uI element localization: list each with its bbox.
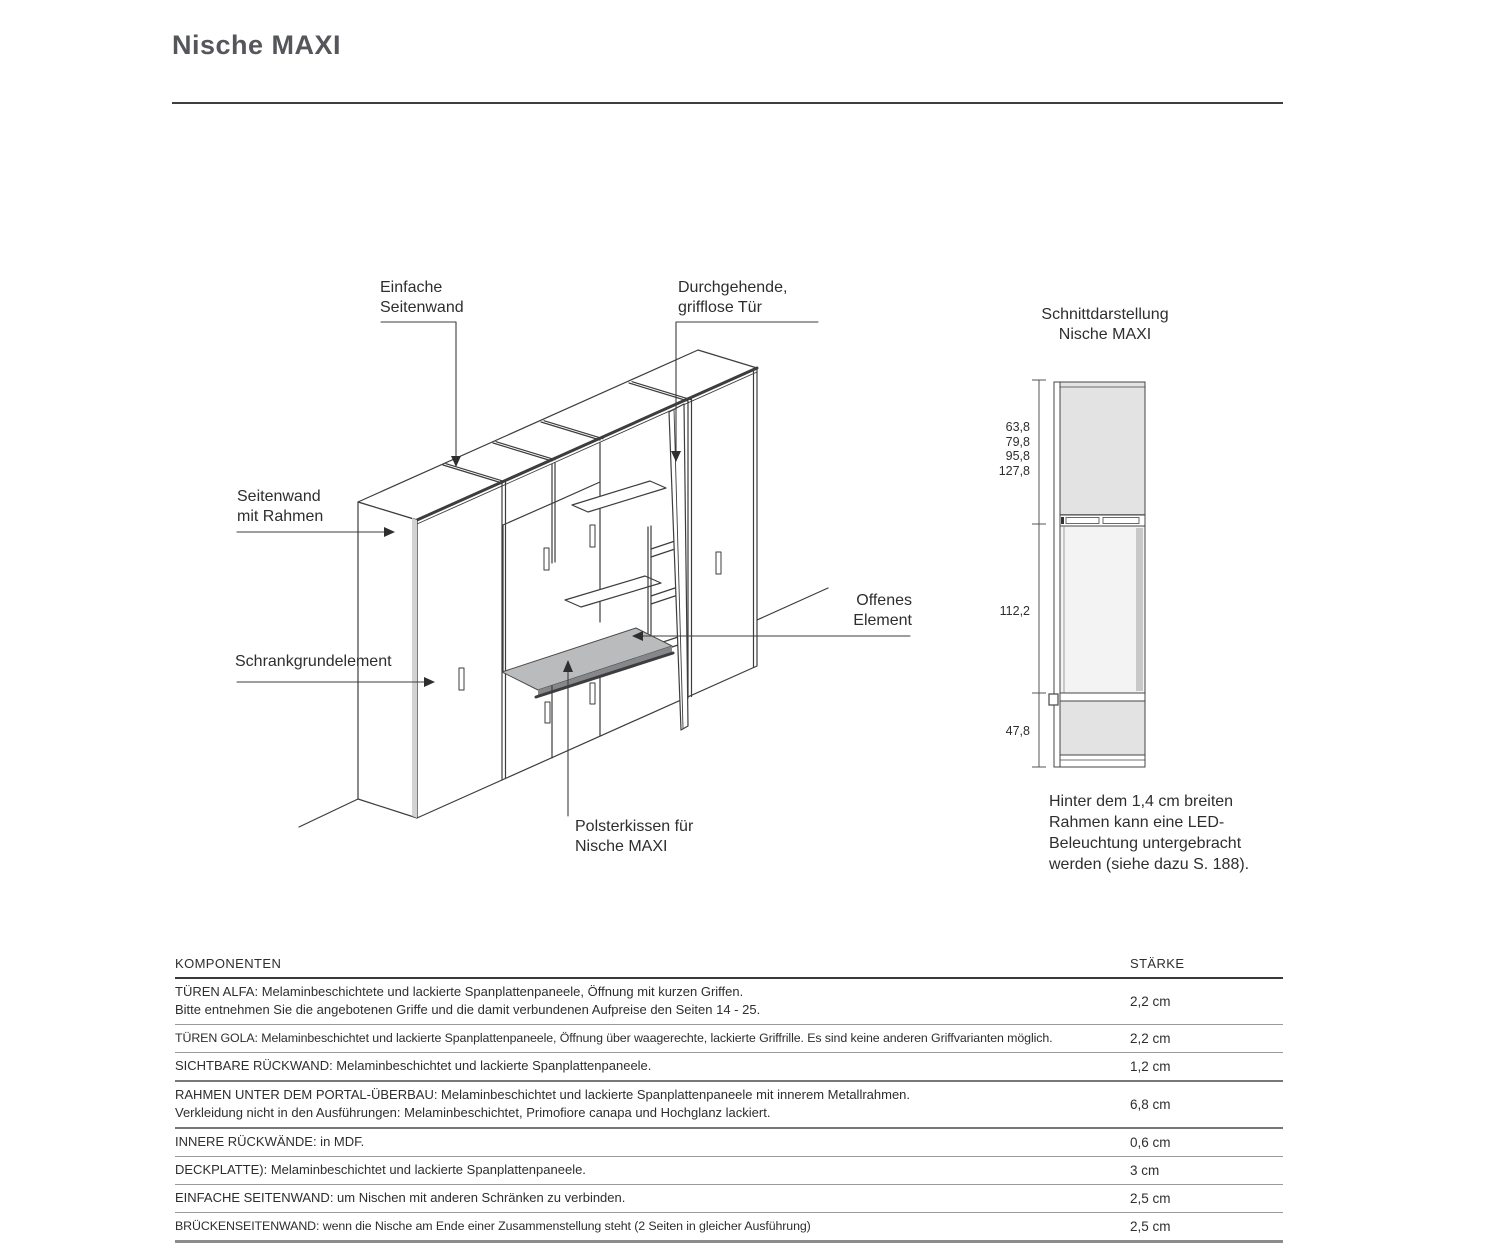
label-line: Offenes (856, 592, 912, 609)
dim-value: 79,8 (1005, 434, 1030, 449)
description-line: Verkleidung nicht in den Ausführungen: Melaminbeschichtet, Primofiore canapa und Hochglanz lackiert. (175, 1105, 771, 1120)
label-line: mit Rahmen (237, 508, 324, 525)
cross-section-title (1015, 305, 1195, 345)
component-description (175, 1025, 1120, 1052)
label-seitenwand-mit-rahmen (237, 487, 323, 527)
component-description (175, 1157, 1120, 1184)
dim-bottom-section: 47,8 (1005, 724, 1030, 738)
label-polsterkissen (575, 817, 693, 857)
component-thickness: 0,6 cm (1130, 1135, 1171, 1150)
label-offenes-element (800, 591, 912, 631)
component-description (175, 1129, 1120, 1156)
label-line: Einfache (380, 279, 443, 296)
description-line: EINFACHE SEITENWAND: um Nischen mit anderen Schränken zu verbinden. (175, 1190, 626, 1205)
dim-value: 63,8 (1005, 420, 1030, 434)
label-line: Element (853, 612, 912, 629)
component-thickness: 2,2 cm (1130, 994, 1171, 1009)
label-grifflose-tuer (678, 278, 787, 318)
right-door-handle (716, 552, 721, 574)
table-row (175, 979, 1283, 1025)
component-thickness: 1,2 cm (1130, 1059, 1171, 1074)
description-line: TÜREN GOLA: Melaminbeschichtet und lackierte Spanplattenpaneele, Öffnung über waagerechte, lackierte Griffrille. Es sind keine anderen Griffvarianten möglich. (175, 1031, 1053, 1045)
column-header-staerke: STÄRKE (1130, 956, 1185, 971)
label-line: Polsterkissen für (575, 818, 694, 835)
section-top-panel (1060, 382, 1145, 515)
column-header-komponenten: KOMPONENTEN (175, 956, 282, 971)
table-row (175, 1129, 1283, 1157)
component-thickness: 6,8 cm (1130, 1097, 1171, 1112)
table-row (175, 1053, 1283, 1082)
component-thickness: 2,5 cm (1130, 1191, 1171, 1206)
label-line: Seitenwand (380, 299, 464, 316)
section-open-middle (1060, 526, 1145, 693)
component-description (175, 1082, 1120, 1127)
base-cabinet-door-handle (459, 668, 464, 690)
dim-value: 95,8 (1005, 449, 1030, 463)
led-note (1049, 791, 1259, 875)
page-title: Nische MAXI (172, 30, 342, 60)
note-line: Beleuchtung untergebracht (1049, 835, 1242, 852)
component-thickness: 2,5 cm (1130, 1219, 1171, 1234)
description-line: RAHMEN UNTER DEM PORTAL-ÜBERBAU: Melaminbeschichtet und lackierte Spanplattenpaneele mit innerem Metallrahmen. (175, 1087, 911, 1102)
label-line: Nische MAXI (575, 838, 668, 855)
section-seat-panel (1060, 693, 1145, 701)
table-header (175, 956, 1283, 979)
description-line: BRÜCKENSEITENWAND: wenn die Nische am Ende einer Zusammenstellung steht (2 Seiten in gleicher Ausführung) (175, 1219, 811, 1233)
section-bottom-panel (1060, 701, 1145, 767)
table-row (175, 1082, 1283, 1129)
section-tab (1049, 694, 1058, 705)
title-line: Schnittdarstellung (1041, 306, 1169, 323)
section-frame-band (1060, 515, 1145, 526)
component-description (175, 1185, 1120, 1212)
label-schrankgrundelement (235, 652, 392, 672)
table-row (175, 1213, 1283, 1243)
description-line: TÜREN ALFA: Melaminbeschichtete und lackierte Spanplattenpaneele, Öffnung mit kurzen Griffen. (175, 984, 744, 999)
description-line: SICHTBARE RÜCKWAND: Melaminbeschichtet und lackierte Spanplattenpaneele. (175, 1058, 652, 1073)
description-line: Bitte entnehmen Sie die angebotenen Griffe und die damit verbundenen Aufpreise den Seiten 14 - 25. (175, 1002, 761, 1017)
note-line: Rahmen kann eine LED- (1049, 814, 1225, 831)
description-line: INNERE RÜCKWÄNDE: in MDF. (175, 1134, 365, 1149)
table-row (175, 1025, 1283, 1053)
table-row (175, 1185, 1283, 1213)
label-line: Schrankgrundelement (235, 653, 392, 670)
note-line: werden (siehe dazu S. 188). (1049, 856, 1250, 873)
wardrobe-isometric-drawing (230, 270, 990, 890)
table-row (175, 1157, 1283, 1185)
component-thickness: 3 cm (1130, 1163, 1160, 1178)
note-line: Hinter dem 1,4 cm breiten (1049, 793, 1234, 810)
dim-value: 127,8 (998, 463, 1030, 478)
label-line: grifflose Tür (678, 299, 762, 316)
description-line: DECKPLATTE): Melaminbeschichtet und lackierte Spanplattenpaneele. (175, 1162, 586, 1177)
dims-top-section (970, 420, 1030, 478)
component-description (175, 1213, 1120, 1240)
cross-section-drawing (1020, 370, 1180, 790)
section-side-panel (1054, 382, 1060, 767)
component-description (175, 979, 1120, 1024)
label-einfache-seitenwand (380, 278, 464, 318)
label-line: Seitenwand (237, 488, 321, 505)
title-divider (172, 102, 1283, 104)
label-line: Durchgehende, (678, 279, 788, 296)
components-table (175, 956, 1283, 1243)
dim-middle-section: 112,2 (999, 604, 1030, 618)
component-thickness: 2,2 cm (1130, 1031, 1171, 1046)
dimension-line (1032, 380, 1046, 767)
component-description (175, 1053, 1120, 1080)
title-line: Nische MAXI (1058, 326, 1152, 343)
